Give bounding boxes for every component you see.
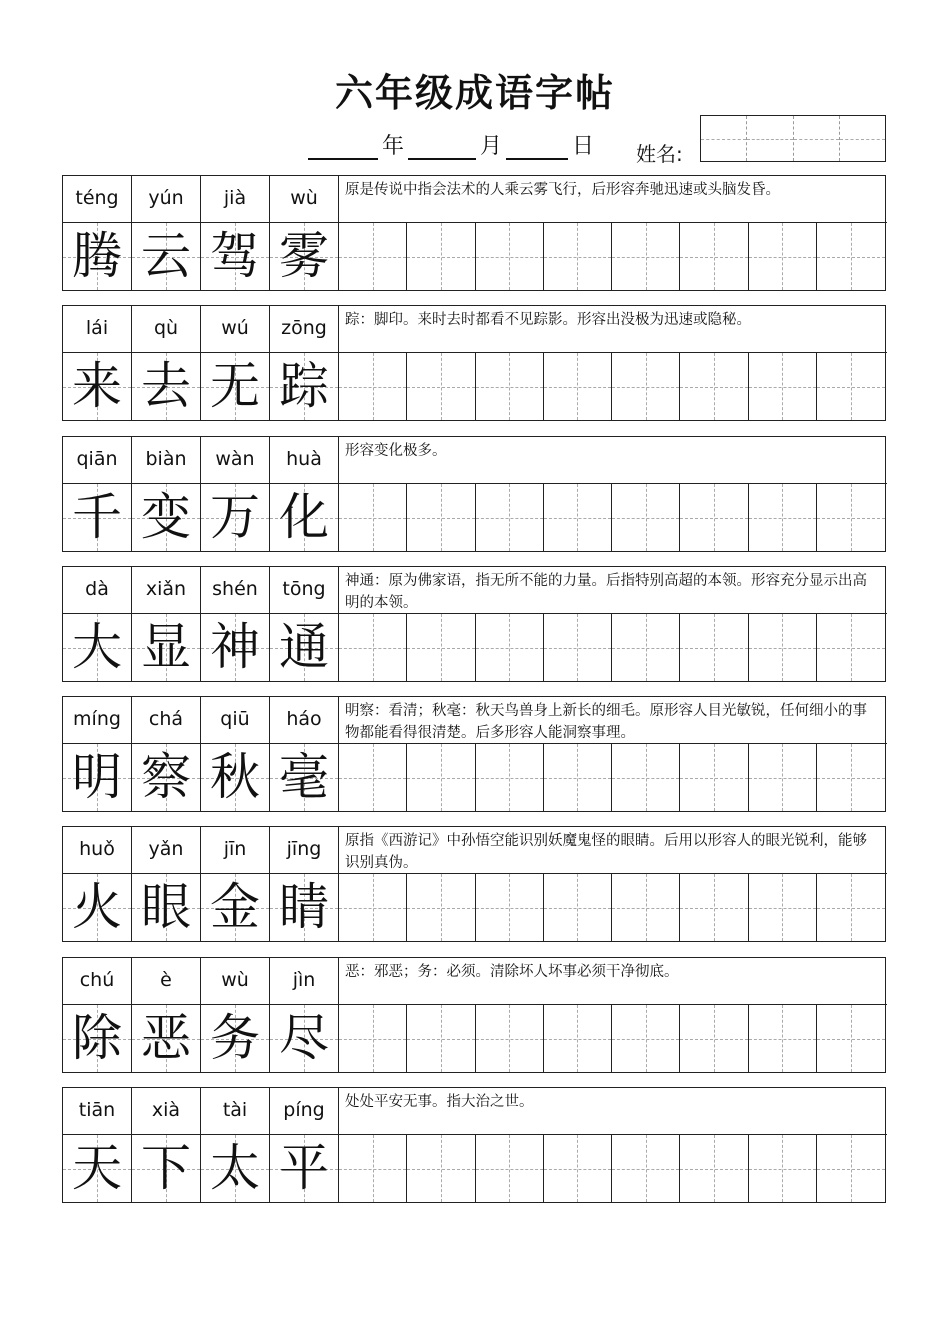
practice-cell[interactable] <box>817 614 885 681</box>
pinyin-row <box>63 697 887 743</box>
model-character-cell <box>270 484 339 551</box>
practice-cell[interactable] <box>612 1005 680 1072</box>
pinyin-cell: lái <box>63 306 132 352</box>
model-character-cell <box>201 353 270 420</box>
pinyin-cell: míng <box>63 697 132 743</box>
practice-cell[interactable] <box>339 353 407 420</box>
pinyin-cell: téng <box>63 176 132 222</box>
idiom-meaning: 形容变化极多。 <box>345 443 447 459</box>
idiom-section <box>62 1087 886 1203</box>
pinyin-row <box>63 567 887 613</box>
practice-cell[interactable] <box>476 484 544 551</box>
practice-cell[interactable] <box>749 1005 817 1072</box>
model-character-cell <box>270 1135 339 1202</box>
model-character-cell <box>132 223 201 290</box>
pinyin-cell: jīn <box>201 827 270 873</box>
practice-cell[interactable] <box>680 744 748 811</box>
model-character-cell <box>63 744 132 811</box>
practice-cell[interactable] <box>749 874 817 941</box>
practice-cell[interactable] <box>476 614 544 681</box>
practice-cell[interactable] <box>339 874 407 941</box>
model-character: 去 <box>141 357 191 415</box>
name-box[interactable] <box>746 116 792 161</box>
model-character-cell <box>63 1135 132 1202</box>
model-character: 金 <box>210 878 260 936</box>
pinyin-cell: chú <box>63 958 132 1004</box>
pinyin-cell: tōng <box>270 567 339 613</box>
model-character: 踪 <box>279 357 329 415</box>
practice-cell[interactable] <box>407 614 475 681</box>
model-character: 恶 <box>141 1009 191 1067</box>
model-character-cell <box>63 874 132 941</box>
practice-cell[interactable] <box>817 1005 885 1072</box>
model-character-cell <box>201 614 270 681</box>
pinyin-cell: yǎn <box>132 827 201 873</box>
practice-cell[interactable] <box>680 1005 748 1072</box>
idiom-meaning: 原是传说中指会法术的人乘云雾飞行，后形容奔驰迅速或头脑发昏。 <box>345 182 780 198</box>
model-character: 睛 <box>279 878 329 936</box>
practice-cell[interactable] <box>544 1135 612 1202</box>
practice-cell[interactable] <box>544 874 612 941</box>
pinyin-cell: è <box>132 958 201 1004</box>
practice-cell[interactable] <box>476 874 544 941</box>
practice-cell[interactable] <box>680 614 748 681</box>
idiom-meaning: 踪：脚印。来时去时都看不见踪影。形容出没极为迅速或隐秘。 <box>345 312 751 328</box>
idiom-meaning: 明察：看清；秋毫：秋天鸟兽身上新长的细毛。原形容人目光敏锐，任何细小的事物都能看得很清楚。后多形容人能洞察事理。 <box>345 703 867 741</box>
pinyin-cell: biàn <box>132 437 201 483</box>
page-title: 六年级成语字帖 <box>334 71 615 115</box>
practice-cell[interactable] <box>612 874 680 941</box>
idiom-meaning: 神通：原为佛家语，指无所不能的力量。后指特别高超的本领。形容充分显示出高明的本领。 <box>345 573 867 611</box>
model-character: 火 <box>72 878 122 936</box>
pinyin-cell: wàn <box>201 437 270 483</box>
model-character: 驾 <box>210 227 260 285</box>
practice-cell[interactable] <box>749 614 817 681</box>
idiom-meaning: 恶：邪恶；务：必须。清除坏人坏事必须干净彻底。 <box>345 964 679 980</box>
practice-cell[interactable] <box>544 744 612 811</box>
model-character: 变 <box>141 488 191 546</box>
practice-cell[interactable] <box>612 1135 680 1202</box>
character-row <box>63 483 887 551</box>
name-label: 姓名: <box>636 142 683 166</box>
pinyin-row <box>63 437 887 483</box>
character-row <box>63 1134 887 1202</box>
practice-cell[interactable] <box>817 223 885 290</box>
model-character-cell <box>201 874 270 941</box>
pinyin-cell: huà <box>270 437 339 483</box>
practice-cell[interactable] <box>476 223 544 290</box>
model-character: 万 <box>210 488 260 546</box>
practice-cell[interactable] <box>612 484 680 551</box>
practice-cell[interactable] <box>476 1135 544 1202</box>
pinyin-cell: jìn <box>270 958 339 1004</box>
pinyin-cell: huǒ <box>63 827 132 873</box>
model-character: 神 <box>210 618 260 676</box>
model-character-cell <box>201 1005 270 1072</box>
model-character: 除 <box>72 1009 122 1067</box>
day-blank[interactable] <box>506 132 568 160</box>
model-character: 秋 <box>210 748 260 806</box>
practice-cell[interactable] <box>544 1005 612 1072</box>
practice-cell[interactable] <box>339 744 407 811</box>
practice-cell[interactable] <box>476 1005 544 1072</box>
pinyin-cell: tiān <box>63 1088 132 1134</box>
practice-cell[interactable] <box>680 484 748 551</box>
practice-cell[interactable] <box>544 223 612 290</box>
practice-cell[interactable] <box>817 874 885 941</box>
practice-cell[interactable] <box>407 484 475 551</box>
character-row <box>63 352 887 420</box>
pinyin-cell: xià <box>132 1088 201 1134</box>
model-character-cell <box>132 484 201 551</box>
date-line <box>308 130 598 160</box>
practice-cell[interactable] <box>612 223 680 290</box>
practice-cell[interactable] <box>749 744 817 811</box>
pinyin-cell: wù <box>201 958 270 1004</box>
model-character-cell <box>270 744 339 811</box>
model-character-cell <box>132 1005 201 1072</box>
model-character: 显 <box>141 618 191 676</box>
idiom-section <box>62 436 886 552</box>
model-character: 太 <box>210 1139 260 1197</box>
model-character: 毫 <box>279 748 329 806</box>
practice-cell[interactable] <box>339 1005 407 1072</box>
pinyin-cell: zōng <box>270 306 339 352</box>
practice-cell[interactable] <box>817 353 885 420</box>
model-character: 尽 <box>279 1009 329 1067</box>
character-row <box>63 1004 887 1072</box>
year-blank[interactable] <box>308 132 378 160</box>
character-row <box>63 873 887 941</box>
pinyin-cell: yún <box>132 176 201 222</box>
character-row <box>63 743 887 811</box>
model-character: 化 <box>279 488 329 546</box>
idiom-section <box>62 175 886 291</box>
pinyin-row <box>63 827 887 873</box>
model-character: 务 <box>210 1009 260 1067</box>
model-character-cell <box>132 353 201 420</box>
idiom-section <box>62 305 886 421</box>
practice-cell[interactable] <box>612 744 680 811</box>
practice-cell[interactable] <box>339 614 407 681</box>
practice-cell[interactable] <box>749 1135 817 1202</box>
model-character-cell <box>63 484 132 551</box>
pinyin-cell: píng <box>270 1088 339 1134</box>
practice-cell[interactable] <box>339 484 407 551</box>
idiom-section <box>62 566 886 682</box>
pinyin-cell: shén <box>201 567 270 613</box>
idiom-section <box>62 826 886 942</box>
practice-cell[interactable] <box>407 874 475 941</box>
name-box[interactable] <box>839 116 885 161</box>
model-character: 来 <box>72 357 122 415</box>
model-character-cell <box>201 223 270 290</box>
character-row <box>63 222 887 290</box>
model-character-cell <box>270 874 339 941</box>
idiom-section <box>62 957 886 1073</box>
model-character-cell <box>201 744 270 811</box>
name-box[interactable] <box>793 116 839 161</box>
pinyin-cell: qù <box>132 306 201 352</box>
model-character: 察 <box>141 748 191 806</box>
model-character-cell <box>63 1005 132 1072</box>
practice-cell[interactable] <box>544 484 612 551</box>
model-character-cell <box>132 1135 201 1202</box>
idiom-meaning: 原指《西游记》中孙悟空能识别妖魔鬼怪的眼睛。后用以形容人的眼光锐利，能够识别真伪。 <box>345 833 867 871</box>
practice-cell[interactable] <box>817 484 885 551</box>
pinyin-cell: tài <box>201 1088 270 1134</box>
model-character-cell <box>270 614 339 681</box>
model-character: 平 <box>279 1139 329 1197</box>
model-character: 雾 <box>279 227 329 285</box>
pinyin-cell: jià <box>201 176 270 222</box>
year-label: 年 <box>382 134 405 159</box>
pinyin-cell: jīng <box>270 827 339 873</box>
practice-cell[interactable] <box>407 744 475 811</box>
model-character: 通 <box>279 618 329 676</box>
pinyin-cell: xiǎn <box>132 567 201 613</box>
practice-cell[interactable] <box>749 353 817 420</box>
practice-cell[interactable] <box>749 484 817 551</box>
pinyin-row <box>63 306 887 352</box>
model-character: 眼 <box>141 878 191 936</box>
model-character-cell <box>63 614 132 681</box>
practice-cell[interactable] <box>407 1005 475 1072</box>
practice-cell[interactable] <box>680 223 748 290</box>
model-character-cell <box>270 1005 339 1072</box>
practice-cell[interactable] <box>544 353 612 420</box>
idiom-meaning: 处处平安无事。指大治之世。 <box>345 1094 534 1110</box>
model-character: 腾 <box>72 227 122 285</box>
day-label: 日 <box>572 134 595 159</box>
model-character: 明 <box>72 748 122 806</box>
model-character-cell <box>132 744 201 811</box>
pinyin-cell: háo <box>270 697 339 743</box>
practice-cell[interactable] <box>407 353 475 420</box>
practice-cell[interactable] <box>476 744 544 811</box>
practice-cell[interactable] <box>339 223 407 290</box>
model-character: 无 <box>210 357 260 415</box>
practice-cell[interactable] <box>680 353 748 420</box>
pinyin-row <box>63 1088 887 1134</box>
practice-cell[interactable] <box>612 614 680 681</box>
model-character: 千 <box>72 488 122 546</box>
practice-cell[interactable] <box>476 353 544 420</box>
model-character: 下 <box>141 1139 191 1197</box>
practice-cell[interactable] <box>544 614 612 681</box>
practice-cell[interactable] <box>407 223 475 290</box>
month-label: 月 <box>480 134 503 159</box>
model-character-cell <box>201 1135 270 1202</box>
pinyin-cell: qiān <box>63 437 132 483</box>
model-character: 大 <box>72 618 122 676</box>
pinyin-cell: wù <box>270 176 339 222</box>
pinyin-row <box>63 176 887 222</box>
practice-cell[interactable] <box>749 223 817 290</box>
practice-cell[interactable] <box>817 1135 885 1202</box>
practice-cell[interactable] <box>407 1135 475 1202</box>
practice-cell[interactable] <box>817 744 885 811</box>
name-box[interactable] <box>701 116 746 161</box>
pinyin-cell: wú <box>201 306 270 352</box>
practice-cell[interactable] <box>680 874 748 941</box>
model-character-cell <box>132 874 201 941</box>
model-character-cell <box>63 223 132 290</box>
model-character-cell <box>270 353 339 420</box>
name-boxes[interactable] <box>700 115 886 162</box>
month-blank[interactable] <box>408 132 476 160</box>
model-character: 天 <box>72 1139 122 1197</box>
pinyin-row <box>63 958 887 1004</box>
pinyin-cell: qiū <box>201 697 270 743</box>
idiom-section <box>62 696 886 812</box>
character-row <box>63 613 887 681</box>
practice-cell[interactable] <box>680 1135 748 1202</box>
model-character-cell <box>270 223 339 290</box>
practice-cell[interactable] <box>612 353 680 420</box>
pinyin-cell: dà <box>63 567 132 613</box>
model-character-cell <box>132 614 201 681</box>
model-character-cell <box>63 353 132 420</box>
model-character: 云 <box>141 227 191 285</box>
practice-cell[interactable] <box>339 1135 407 1202</box>
pinyin-cell: chá <box>132 697 201 743</box>
model-character-cell <box>201 484 270 551</box>
